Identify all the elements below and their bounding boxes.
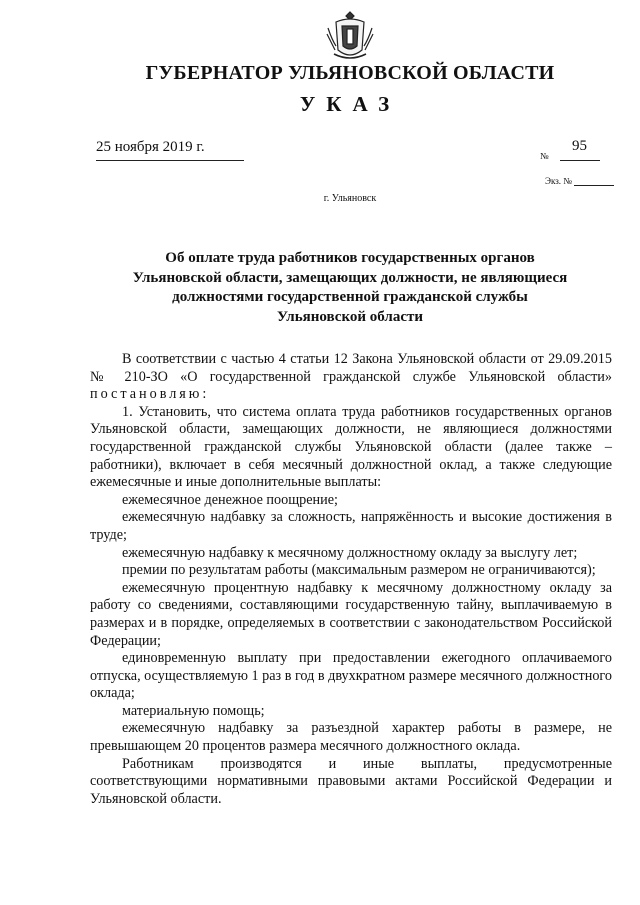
- decree-phrase: постановляю:: [90, 386, 210, 403]
- copy-number-label: Экз. №: [545, 176, 572, 186]
- list-item: ежемесячную надбавку к месячному должностному окладу за выслугу лет;: [122, 544, 578, 561]
- document-type: УКАЗ: [299, 92, 401, 116]
- city: г. Ульяновск: [323, 193, 377, 204]
- list-item: единовременную выплату при предоставлении ежегодного оплачиваемого отпуска, осуществляемую 1 раз в год в двухкратном размере месячного должностного оклада;: [90, 650, 612, 702]
- document-title: [110, 249, 590, 327]
- issuing-authority: ГУБЕРНАТОР УЛЬЯНОВСКОЙ ОБЛАСТИ: [145, 62, 555, 84]
- list-item: ежемесячное денежное поощрение;: [122, 491, 338, 508]
- paragraph-2: Работникам производятся и иные выплаты, предусмотренные соответствующими нормативными правовыми актами Российской Федерации и Ульяновской области.: [90, 755, 612, 807]
- coat-of-arms-icon: [322, 6, 378, 62]
- copy-number-underline: [574, 185, 614, 186]
- list-item: ежемесячную надбавку за разъездной характер работы в размере, не превышающем 20 процентов размера месячного должностного оклада.: [90, 720, 612, 755]
- list-item: ежемесячную надбавку за сложность, напряжённость и высокие достижения в труде;: [90, 509, 612, 543]
- number-underline: [560, 160, 600, 161]
- date-underline: [96, 160, 244, 161]
- title-line: Об оплате труда работников государственных органов: [165, 250, 535, 266]
- list-item: ежемесячную процентную надбавку к месячному должностному окладу за работу со сведениями, составляющими государственную тайну, выплачиваемую в размерах и в порядке, определяемых в соответствии с законодательством Российской Федерации;: [90, 579, 612, 649]
- title-line: Ульяновской области: [276, 308, 424, 325]
- title-line: Ульяновской области, замещающих должности, не являющиеся: [132, 269, 568, 286]
- document-body: [90, 351, 612, 808]
- list-item: материальную помощь;: [122, 702, 265, 719]
- document-number: 95: [572, 138, 587, 154]
- title-line: должностями государственной гражданской службы: [172, 289, 528, 305]
- document-date: 25 ноября 2019 г.: [96, 139, 205, 155]
- intro-text: В соответствии с частью 4 статьи 12 Закона Ульяновской области от 29.09.2015 № 210-ЗО «О государственной гражданской службе Ульяновской области»: [90, 351, 612, 385]
- paragraph-1: 1. Установить, что система оплата труда работников государственных органов Ульяновской области, замещающих должности, не являющиеся должностями государственной гражданской службы Ульяновской области (далее также – работники), включает в себя месячный должностной оклад, а также следующие ежемесячные и иные дополнительные выплаты:: [90, 403, 612, 491]
- number-sign: №: [540, 151, 549, 161]
- list-item: премии по результатам работы (максимальным размером не ограничиваются);: [122, 562, 596, 579]
- intro-paragraph: [90, 351, 612, 404]
